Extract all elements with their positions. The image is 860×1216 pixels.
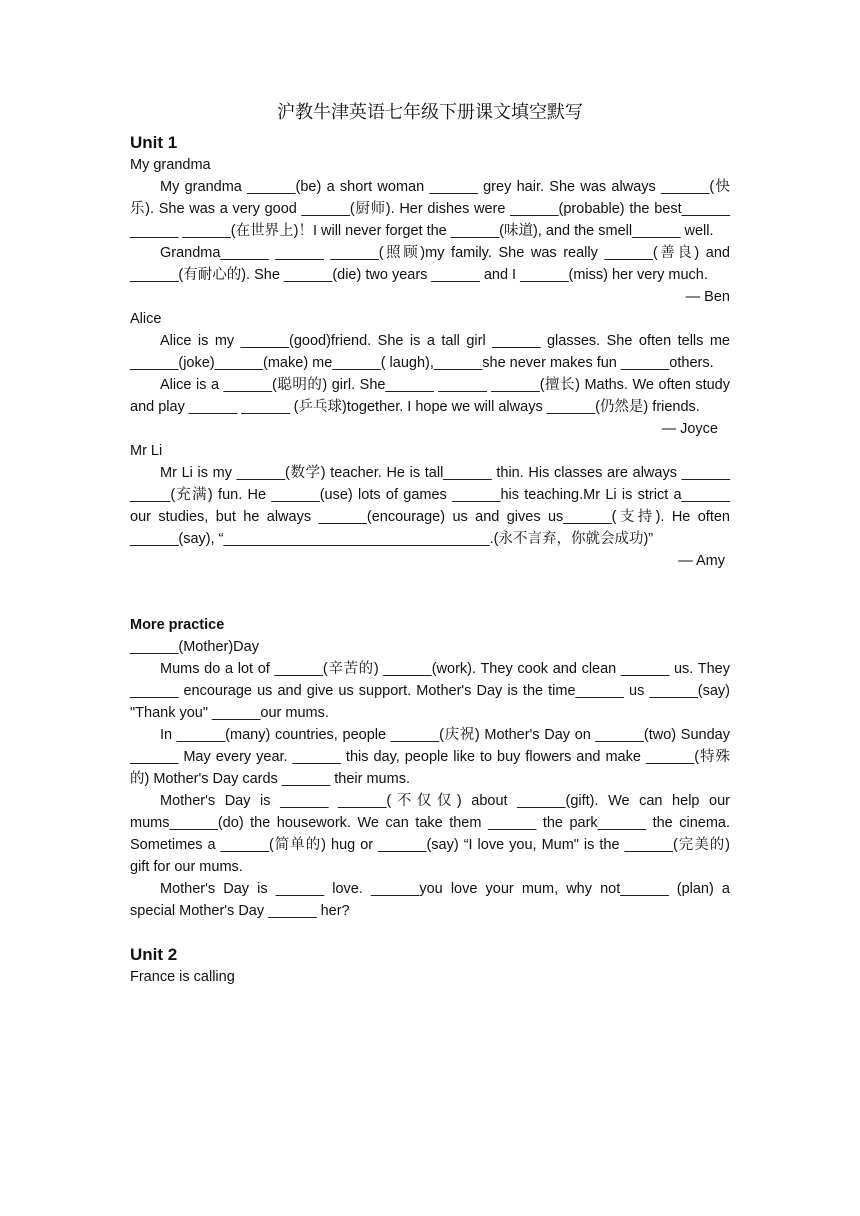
page-title: 沪教牛津英语七年级下册课文填空默写 [277, 102, 583, 123]
unit1-heading: Unit 1 [130, 133, 178, 152]
grandma-paragraph-2: Grandma______ ______ ______(照顾)my family. She was really ______(善良) and ______(有耐心的). She ______(die) two years ______ and I ______(miss) her very much. [130, 245, 730, 283]
mrli-subtitle: Mr Li [130, 443, 163, 459]
unit2-subtitle: France is calling [130, 969, 235, 985]
alice-signature: — Joyce [661, 421, 718, 437]
alice-paragraph-2: Alice is a ______(聪明的) girl. She______ ______ ______(擅长) Maths. We often study and play ______ ______ (乒乓球)together. I hope we will always ______(仍然是) friends. [130, 377, 730, 415]
worksheet-page [130, 100, 730, 988]
mothers-day-paragraph-3: Mother's Day is ______ ______(不仅仅) about ______(gift). We can help our mums______(do) the housework. We can take them ______ the park______ the cinema. Sometimes a ______(简单的) hug or ______(say) “I love you, Mum" is the ______(完美的) gift for our mums. [130, 793, 730, 875]
unit2-heading: Unit 2 [130, 945, 178, 964]
grandma-subtitle: My grandma [130, 157, 211, 173]
spacer [130, 572, 730, 614]
mothers-day-paragraph-2: In ______(many) countries, people ______(庆祝) Mother's Day on ______(two) Sunday ______ May every year. ______ this day, people like to buy flowers and make ______(特殊的) Mother's Day cards ______ their mums. [130, 727, 730, 787]
mrli-paragraph-1: Mr Li is my ______(数学) teacher. He is tall______ thin. His classes are always ______ _____(充满) fun. He ______(use) lots of games ______his teaching.Mr Li is strict a______ our studies, but he always ______(encourage) us and gives us______(支持). He often ______(say), “_________________________________.(永不言弃，你就会成功)” [130, 465, 730, 547]
grandma-signature: — Ben [685, 289, 730, 305]
alice-paragraph-1: Alice is my ______(good)friend. She is a tall girl ______ glasses. She often tells me ______(joke)______(make) me______( laugh),______she never makes fun ______others. [130, 333, 730, 371]
mothers-day-paragraph-4: Mother's Day is ______ love. ______you love your mum, why not______ (plan) a special Mother's Day ______ her? [130, 881, 730, 919]
more-practice-heading: More practice [130, 617, 225, 633]
mrli-signature: — Amy [678, 553, 725, 569]
mothers-day-subtitle: ______(Mother)Day [130, 639, 259, 655]
grandma-paragraph-1: My grandma ______(be) a short woman ______ grey hair. She was always ______(快乐). She was a very good ______(厨师). Her dishes were ______(probable) the best______ ______ ______(在世界上)！I will never forget the ______(味道), and the smell______ well. [130, 179, 730, 239]
mothers-day-paragraph-1: Mums do a lot of ______(辛苦的) ______(work). They cook and clean ______ us. They ______ encourage us and give us support. Mother's Day is the time______ us ______(say) "Thank you" ______our mums. [130, 661, 730, 721]
alice-subtitle: Alice [130, 311, 162, 327]
spacer [130, 922, 730, 944]
